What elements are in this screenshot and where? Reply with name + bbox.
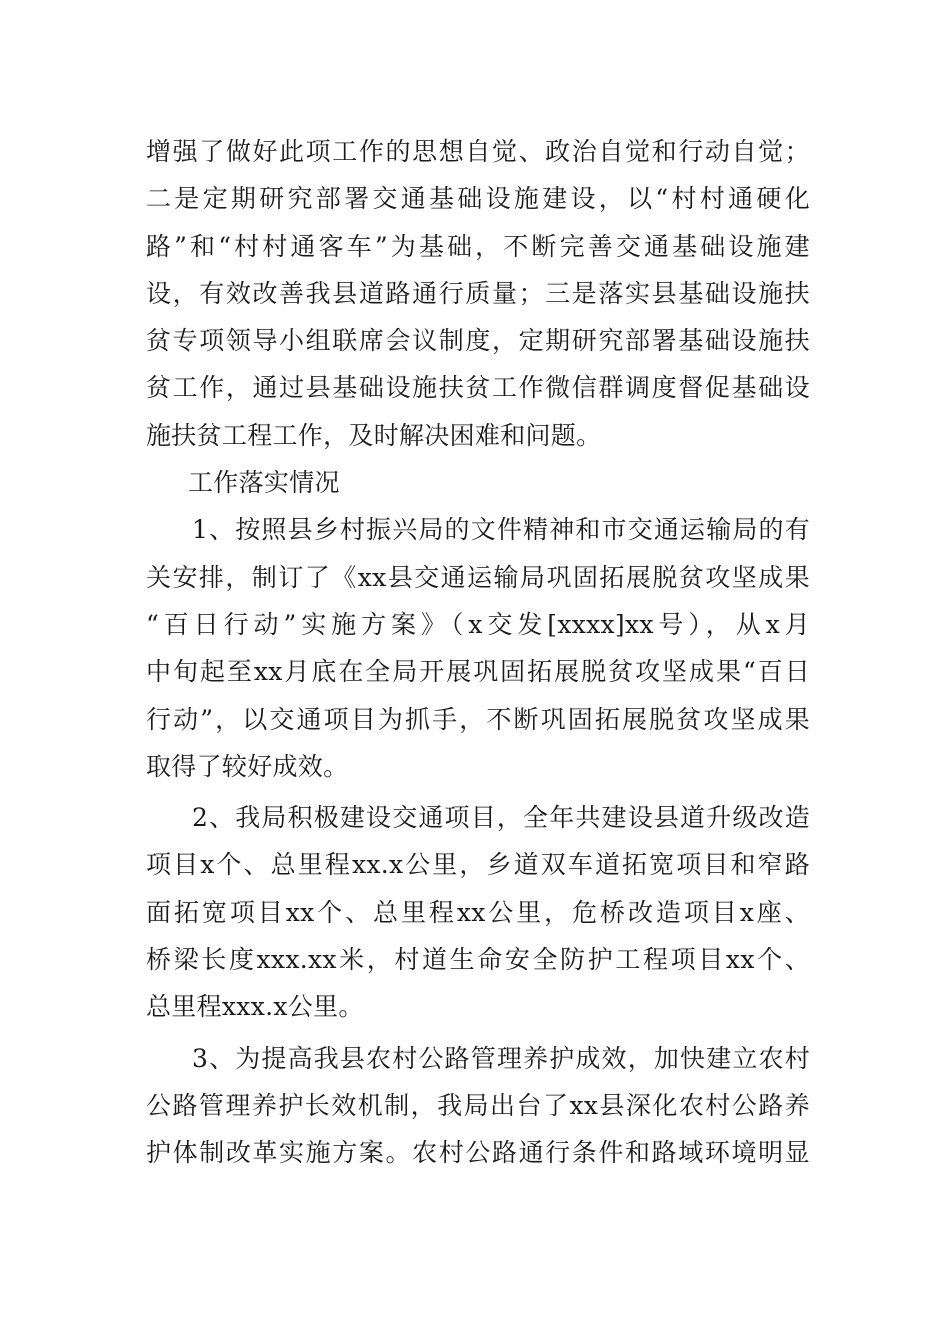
document-body [146,128,810,1177]
text-line: 路”和“村村通客车”为基础，不断完善交通基础设施建 [146,231,810,261]
text-line: 贫专项领导小组联席会议制度，定期研究部署基础设施扶 [146,326,810,356]
paragraph-intro [146,128,810,459]
text-line: 护体制改革实施方案。农村公路通行条件和路域环境明显 [146,1138,810,1168]
text-line: 设，有效改善我县道路通行质量；三是落实县基础设施扶 [146,278,810,308]
text-line: 二是定期研究部署交通基础设施建设，以“村村通硬化 [146,184,810,214]
text-line: 桥梁长度xxx.xx米，村道生命安全防护工程项目xx个、 [146,945,810,975]
text-line: 公路管理养护长效机制，我局出台了xx县深化农村公路养 [146,1090,810,1120]
section-heading [146,459,810,506]
paragraph-item-1 [146,506,810,790]
text-line: 施扶贫工程工作，及时解决困难和问题。 [146,420,602,450]
text-line: 1、按照县乡村振兴局的文件精神和市交通运输局的有 [192,515,810,545]
paragraph-item-2 [146,794,810,1030]
text-line: 取得了较好成效。 [146,751,349,781]
text-line: “百日行动”实施方案》（x交发[xxxx]xx号），从x月 [146,609,810,639]
text-line: 3、为提高我县农村公路管理养护成效，加快建立农村 [192,1043,810,1073]
text-line: 增强了做好此项工作的思想自觉、政治自觉和行动自觉； [146,137,810,166]
heading-line: 工作落实情况 [188,468,340,498]
text-line: 关安排，制订了《xx县交通运输局巩固拓展脱贫攻坚成果 [146,562,810,592]
text-line: 2、我局积极建设交通项目，全年共建设县道升级改造 [192,803,810,833]
text-line: 行动”，以交通项目为抓手，不断巩固拓展脱贫攻坚成果 [146,704,810,734]
text-line: 总里程xxx.x公里。 [146,992,364,1022]
text-line: 中旬起至xx月底在全局开展巩固拓展脱贫攻坚成果“百日 [146,657,810,687]
paragraph-item-3 [146,1035,810,1177]
text-line: 项目x个、总里程xx.x公里，乡道双车道拓宽项目和窄路 [146,850,810,880]
text-line: 面拓宽项目xx个、总里程xx公里，危桥改造项目x座、 [146,897,810,927]
text-line: 贫工作，通过县基础设施扶贫工作微信群调度督促基础设 [146,373,810,403]
